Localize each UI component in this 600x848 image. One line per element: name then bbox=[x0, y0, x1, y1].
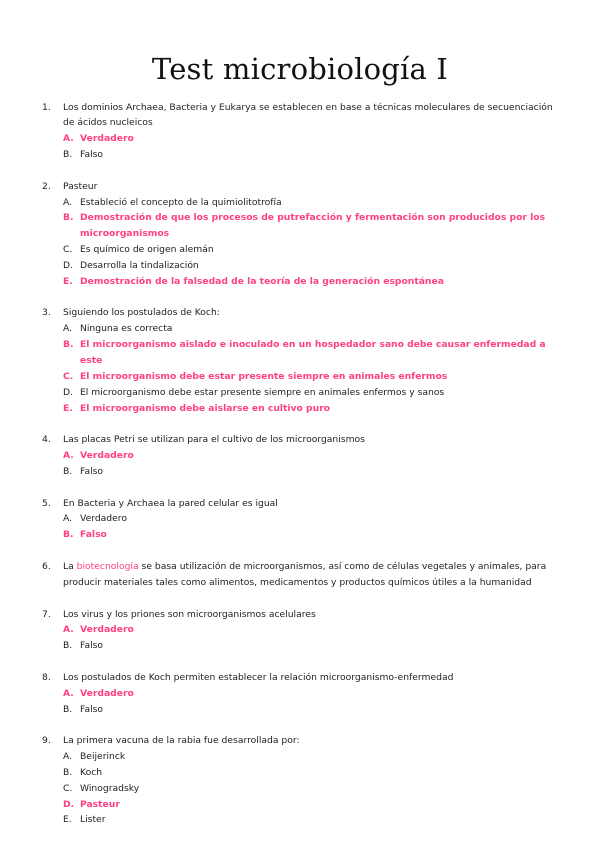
question-line bbox=[42, 607, 562, 623]
question-line bbox=[42, 432, 562, 448]
option bbox=[42, 385, 562, 401]
option-text: Pasteur bbox=[80, 798, 120, 810]
option-text: El microorganismo debe aislarse en cultivo puro bbox=[80, 402, 331, 414]
option-letter: A. bbox=[63, 323, 73, 335]
option bbox=[42, 812, 562, 828]
question-number: 7. bbox=[42, 608, 51, 620]
option-letter: E. bbox=[63, 814, 72, 826]
question-text-part: Las placas Petri se utilizan para el cultivo de los microorganismos bbox=[63, 434, 365, 446]
option-letter: B. bbox=[63, 465, 73, 477]
option-letter: A. bbox=[63, 751, 73, 763]
question-text bbox=[63, 100, 562, 132]
option bbox=[42, 638, 562, 654]
option-text: El microorganismo debe estar presente siempre en animales enfermos bbox=[80, 370, 448, 382]
option-letter: E. bbox=[63, 275, 73, 287]
option-letter: B. bbox=[63, 339, 74, 351]
question-text-part: La primera vacuna de la rabia fue desarrollada por: bbox=[63, 735, 300, 747]
question-number: 9. bbox=[42, 735, 51, 747]
question-list bbox=[42, 100, 562, 845]
question-item bbox=[42, 670, 562, 718]
option-correct bbox=[42, 131, 562, 147]
question-item bbox=[42, 496, 562, 544]
option-text: El microorganismo debe estar presente siempre en animales enfermos y sanos bbox=[80, 386, 445, 398]
option-text: Koch bbox=[80, 766, 103, 778]
option-text: Verdadero bbox=[80, 133, 134, 145]
question-text-part: se basa utilización de microorganismos, así como de células vegetales y animales, para producir materiales tales como alimentos, medicamentos y productos químicos útiles a la humanidad bbox=[63, 560, 547, 588]
option-correct bbox=[42, 686, 562, 702]
option-correct bbox=[42, 527, 562, 543]
option-text: Lister bbox=[80, 814, 106, 826]
question-line bbox=[42, 179, 562, 195]
question-text-part: Los virus y los priones son microorganismos acelulares bbox=[63, 608, 316, 620]
option-letter: B. bbox=[63, 149, 73, 161]
option-letter: C. bbox=[63, 782, 73, 794]
option bbox=[42, 321, 562, 337]
option-text: Beijerinck bbox=[80, 751, 126, 763]
option-correct bbox=[42, 210, 562, 242]
question-line bbox=[42, 559, 562, 591]
option-correct bbox=[42, 337, 562, 369]
question-text bbox=[63, 559, 562, 591]
option-text: Verdadero bbox=[80, 687, 134, 699]
question-text bbox=[63, 432, 365, 448]
question-text-part: Los postulados de Koch permiten establecer la relación microorganismo-enfermedad bbox=[63, 671, 454, 683]
question-line bbox=[42, 496, 562, 512]
option-letter: A. bbox=[63, 687, 74, 699]
question-item bbox=[42, 432, 562, 480]
option bbox=[42, 702, 562, 718]
option-letter: B. bbox=[63, 212, 74, 224]
question-line bbox=[42, 100, 562, 132]
question-number: 3. bbox=[42, 307, 51, 319]
option-text: Ninguna es correcta bbox=[80, 323, 173, 335]
option bbox=[42, 195, 562, 211]
option-letter: D. bbox=[63, 259, 73, 271]
option-letter: E. bbox=[63, 402, 73, 414]
option-text: Verdadero bbox=[80, 450, 134, 462]
option-letter: B. bbox=[63, 640, 73, 652]
option bbox=[42, 511, 562, 527]
question-number: 8. bbox=[42, 671, 51, 683]
question-text bbox=[63, 607, 316, 623]
question-line bbox=[42, 305, 562, 321]
question-line bbox=[42, 733, 562, 749]
option-letter: C. bbox=[63, 370, 74, 382]
option-text: Winogradsky bbox=[80, 782, 140, 794]
option-text: Verdadero bbox=[80, 513, 127, 525]
highlighted-term: biotecnología bbox=[76, 560, 139, 572]
option bbox=[42, 781, 562, 797]
option-letter: C. bbox=[63, 244, 73, 256]
option-text: Falso bbox=[80, 640, 104, 652]
question-item bbox=[42, 179, 562, 290]
option-correct bbox=[42, 274, 562, 290]
question-text bbox=[63, 179, 97, 195]
question-text bbox=[63, 670, 453, 686]
option bbox=[42, 749, 562, 765]
question-text bbox=[63, 496, 278, 512]
option-text: Estableció el concepto de la quimiolitotrofía bbox=[80, 196, 282, 208]
option-text: Falso bbox=[80, 149, 104, 161]
option-text: Demostración de que los procesos de putrefacción y fermentación son producidos por los microorganismos bbox=[80, 212, 546, 240]
option-letter: B. bbox=[63, 529, 74, 541]
question-item bbox=[42, 607, 562, 655]
option-text: Es químico de origen alemán bbox=[80, 244, 214, 256]
option-correct bbox=[42, 622, 562, 638]
question-item bbox=[42, 100, 562, 163]
question-text-part: Pasteur bbox=[63, 180, 98, 192]
option-text: Falso bbox=[80, 703, 104, 715]
option-correct bbox=[42, 401, 562, 417]
option-letter: A. bbox=[63, 513, 73, 525]
question-item bbox=[42, 733, 562, 828]
question-text-part: La bbox=[63, 560, 77, 572]
option-letter: A. bbox=[63, 450, 74, 462]
option-text: Demostración de la falsedad de la teoría de la generación espontánea bbox=[80, 275, 444, 287]
option-letter: A. bbox=[63, 624, 74, 636]
option bbox=[42, 765, 562, 781]
question-number: 4. bbox=[42, 434, 51, 446]
page-title: Test microbiología I bbox=[151, 52, 449, 86]
option-letter: A. bbox=[63, 196, 73, 208]
question-text bbox=[63, 733, 300, 749]
option-text: Desarrolla la tindalización bbox=[80, 259, 199, 271]
option-letter: B. bbox=[63, 766, 73, 778]
question-line bbox=[42, 670, 562, 686]
option-letter: D. bbox=[63, 386, 73, 398]
option-text: Falso bbox=[80, 529, 107, 541]
question-text-part: Siguiendo los postulados de Koch: bbox=[63, 307, 220, 319]
question-text-part: En Bacteria y Archaea la pared celular es igual bbox=[63, 497, 278, 509]
option-text: Falso bbox=[80, 465, 104, 477]
option-text: Verdadero bbox=[80, 624, 134, 636]
question-number: 6. bbox=[42, 560, 51, 572]
option bbox=[42, 258, 562, 274]
option bbox=[42, 242, 562, 258]
option-correct bbox=[42, 797, 562, 813]
option-letter: A. bbox=[63, 133, 74, 145]
option bbox=[42, 147, 562, 163]
question-text bbox=[63, 305, 220, 321]
option-correct bbox=[42, 448, 562, 464]
question-text-part: Los dominios Archaea, Bacteria y Eukarya se establecen en base a técnicas moleculares de secuenciación de ácidos nucleicos bbox=[63, 101, 553, 129]
question-number: 5. bbox=[42, 497, 51, 509]
question-number: 1. bbox=[42, 101, 51, 113]
option-letter: B. bbox=[63, 703, 73, 715]
option-letter: D. bbox=[63, 798, 75, 810]
question-item bbox=[42, 559, 562, 591]
option-text: El microorganismo aislado e inoculado en un hospedador sano debe causar enfermedad a este bbox=[80, 339, 546, 366]
question-number: 2. bbox=[42, 180, 51, 192]
question-item bbox=[42, 305, 562, 416]
option bbox=[42, 464, 562, 480]
option-correct bbox=[42, 369, 562, 385]
